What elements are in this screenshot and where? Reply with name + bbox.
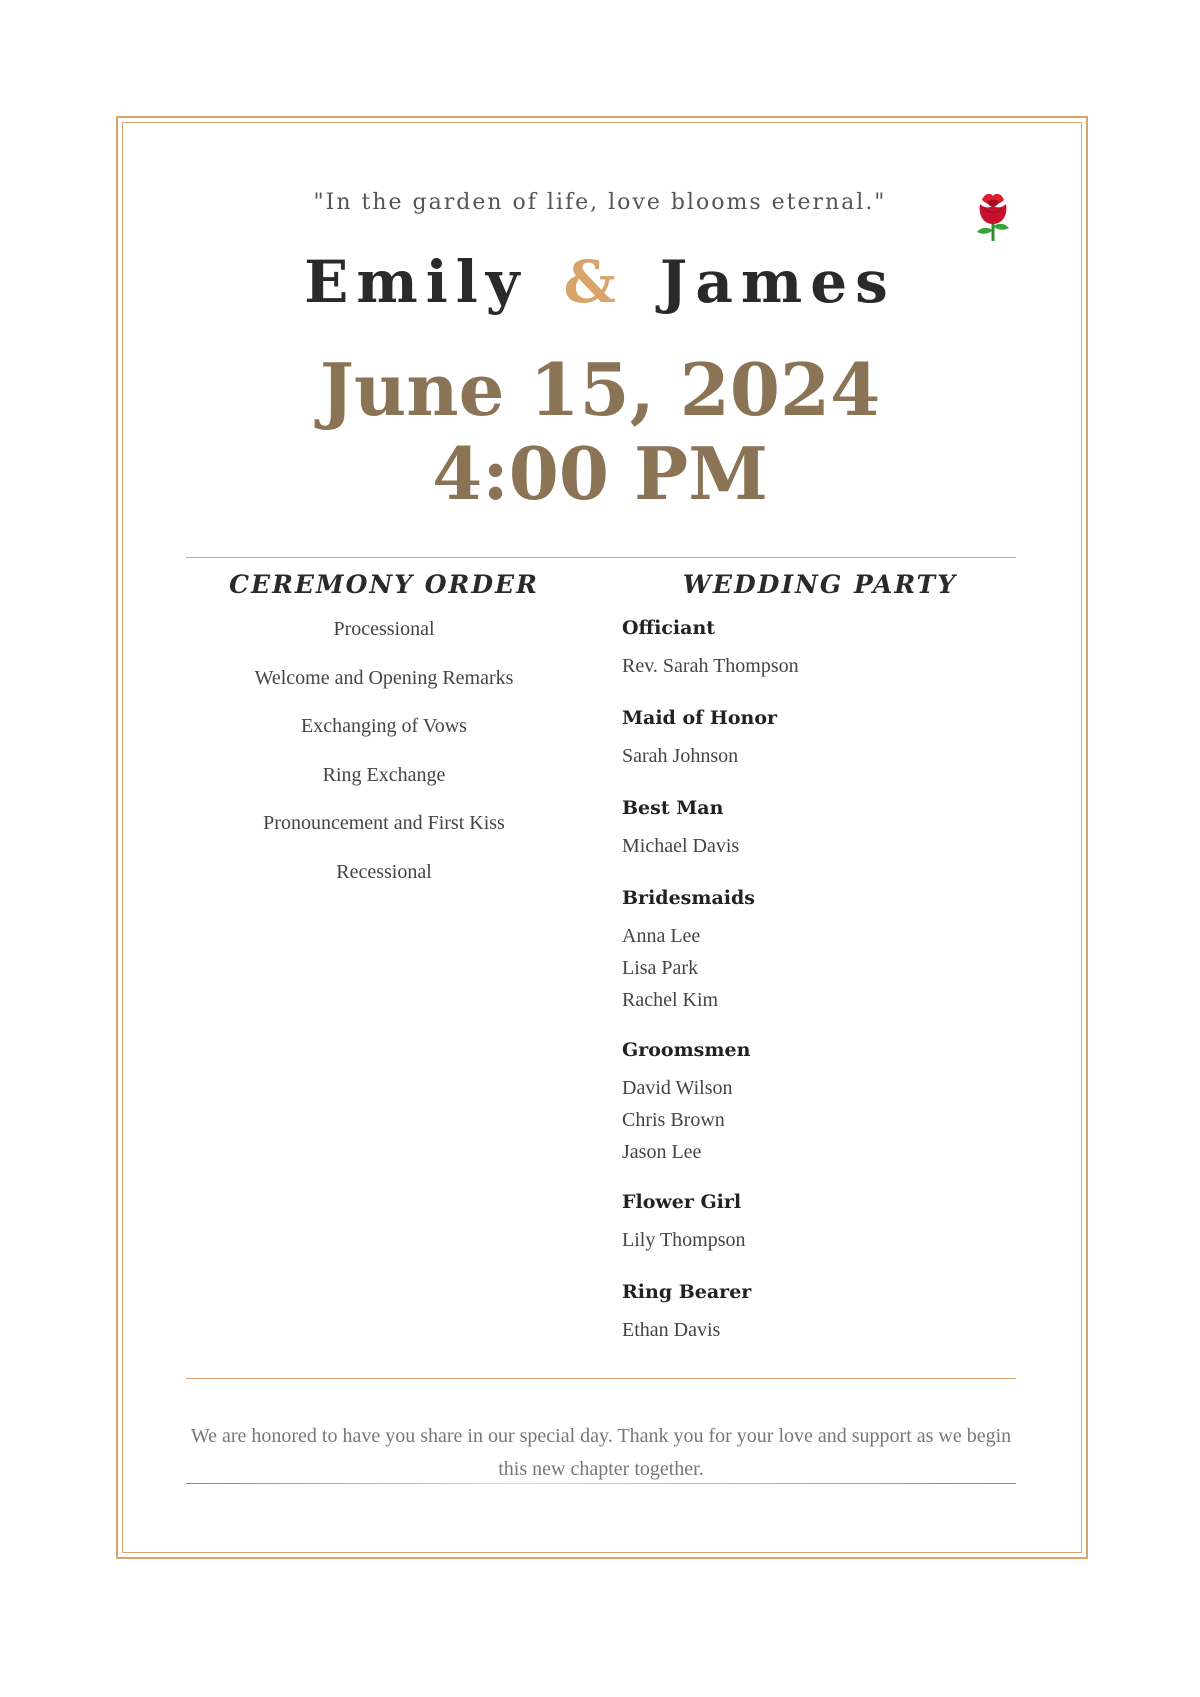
- party-member: Rachel Kim: [622, 989, 719, 1011]
- party-member: Michael Davis: [622, 835, 740, 857]
- party-member: David Wilson: [622, 1077, 733, 1099]
- party-role: Ring Bearer: [622, 1281, 752, 1303]
- ampersand: &: [563, 248, 624, 316]
- party-member: Rev. Sarah Thompson: [622, 655, 799, 677]
- party-group-maid-of-honor: [622, 707, 1022, 777]
- party-member: Lily Thompson: [622, 1229, 746, 1251]
- ceremony-item: Recessional: [336, 860, 432, 883]
- party-role: Maid of Honor: [622, 707, 778, 729]
- party-member: Ethan Davis: [622, 1319, 721, 1341]
- party-group-flower-girl: [622, 1191, 1022, 1261]
- bride-name: Emily: [304, 248, 528, 316]
- ceremony-item: Ring Exchange: [322, 763, 446, 786]
- opening-quote: "In the garden of life, love blooms eternal.": [313, 190, 887, 215]
- ceremony-item: Pronouncement and First Kiss: [263, 812, 505, 834]
- groom-name: James: [659, 248, 896, 316]
- party-group-bridesmaids: [622, 887, 1022, 1021]
- ceremony-item: Exchanging of Vows: [301, 715, 467, 737]
- ceremony-item: Processional: [333, 618, 435, 640]
- ceremony-order-list: [186, 618, 582, 909]
- wedding-date: June 15, 2024: [319, 347, 881, 432]
- party-group-groomsmen: [622, 1039, 1022, 1173]
- party-role: Officiant: [622, 617, 716, 639]
- party-role: Best Man: [622, 797, 724, 819]
- party-group-officiant: [622, 617, 1022, 687]
- party-member: Jason Lee: [622, 1141, 702, 1163]
- rose-icon: [970, 190, 1016, 242]
- bottom-divider: [186, 1378, 1016, 1379]
- closing-underline: [186, 1483, 1016, 1484]
- party-member: Chris Brown: [622, 1109, 725, 1131]
- party-group-ring-bearer: [622, 1281, 1022, 1351]
- party-group-best-man: [622, 797, 1022, 867]
- party-role: Bridesmaids: [622, 887, 755, 909]
- wedding-party-list: [622, 617, 1022, 1371]
- party-member: Sarah Johnson: [622, 745, 739, 767]
- party-member: Anna Lee: [622, 925, 701, 947]
- ceremony-item: Welcome and Opening Remarks: [254, 666, 514, 689]
- party-role: Groomsmen: [622, 1039, 751, 1061]
- couple-names: [0, 248, 1200, 316]
- wedding-party-title: WEDDING PARTY: [682, 570, 958, 599]
- party-member: Lisa Park: [622, 957, 699, 979]
- party-role: Flower Girl: [622, 1191, 742, 1213]
- top-divider: [186, 557, 1016, 558]
- closing-message: We are honored to have you share in our special day. Thank you for your love and support as we begin this new chapter together.: [190, 1425, 1012, 1480]
- ceremony-order-title: CEREMONY ORDER: [229, 570, 539, 599]
- wedding-time: 4:00 PM: [432, 431, 768, 516]
